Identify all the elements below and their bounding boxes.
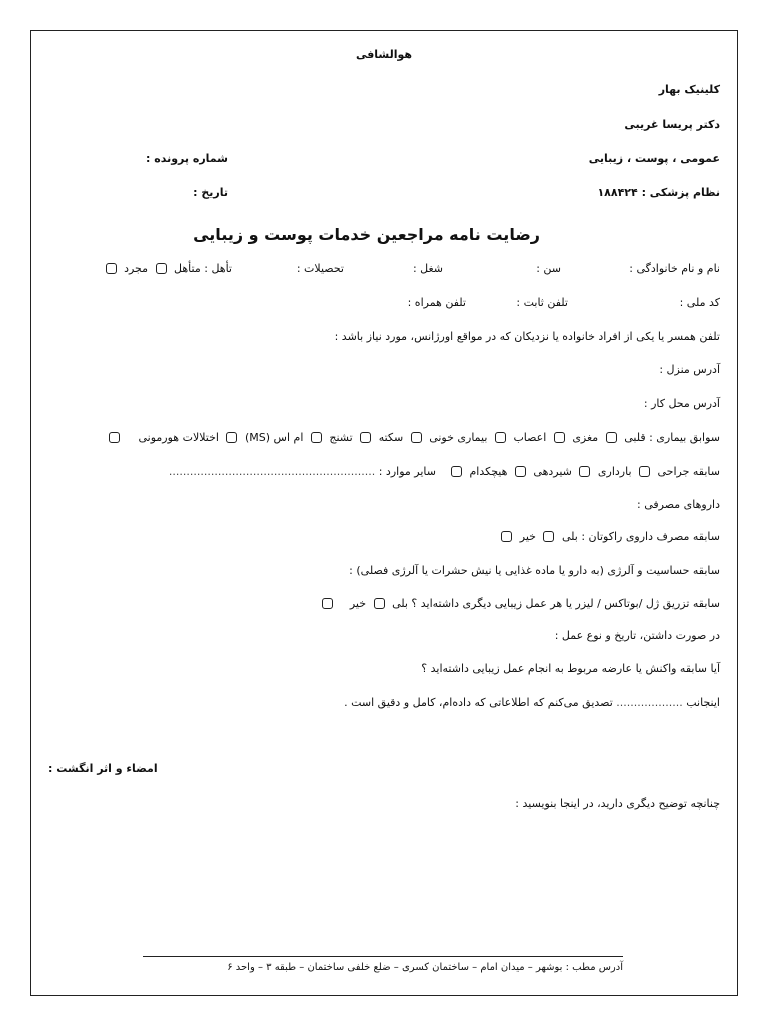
injection-label: سابقه تزریق ژل /بوتاکس / لیزر یا هر عمل زیبایی دیگری داشته‌اید ؟ بلی (392, 597, 720, 610)
injection-row (318, 597, 720, 611)
pregnancy-checkbox[interactable] (579, 466, 590, 477)
medical-history-label: سوابق بیماری : قلبی (624, 431, 720, 444)
mobile-label: تلفن همراه : (407, 296, 466, 309)
single-checkbox[interactable] (106, 263, 117, 274)
surgery-option-breastfeeding: شیردهی (533, 465, 572, 478)
file-number-label: شماره پرونده : (146, 152, 228, 165)
roaccutane-label: سابقه مصرف داروی راکوتان : بلی (561, 530, 720, 543)
medical-history-row (105, 431, 721, 445)
clinic-specialty: عمومی ، پوست ، زیبایی (588, 152, 720, 165)
brain-checkbox[interactable] (554, 432, 565, 443)
injection-no-checkbox[interactable] (322, 598, 333, 609)
history-option-ms: ام اس (MS) (244, 431, 304, 444)
national-id-label: کد ملی : (679, 296, 720, 309)
work-address-label: آدرس محل کار : (643, 397, 720, 410)
surgery-history-row (169, 465, 720, 479)
header-invocation: هوالشافی (355, 48, 413, 61)
surgery-label: سابقه جراحی (657, 465, 720, 478)
surgery-checkbox[interactable] (639, 466, 650, 477)
allergy-label: سابقه حساسیت و آلرژی (به دارو یا ماده غذایی یا نیش حشرات یا آلرژی فصلی) : (349, 564, 720, 577)
roaccutane-yes-checkbox[interactable] (543, 531, 554, 542)
reaction-label: آیا سابقه واکنش یا عارضه مربوط به انجام عمل زیبایی داشته‌اید ؟ (421, 662, 720, 675)
blood-disease-checkbox[interactable] (411, 432, 422, 443)
education-label: تحصیلات : (296, 262, 344, 275)
injection-no-label: خیر (349, 597, 367, 610)
other-label: سایر موارد : (378, 465, 436, 478)
breastfeeding-checkbox[interactable] (515, 466, 526, 477)
surgery-option-none: هیچکدام (469, 465, 508, 478)
confirm-name-dotted-line[interactable]: ................... (616, 696, 683, 709)
form-title: رضایت نامه مراجعین خدمات پوست و زیبایی (193, 225, 540, 244)
notes-label: چنانچه توضیح دیگری دارید، در اینجا بنویسید : (515, 797, 720, 810)
stroke-checkbox[interactable] (360, 432, 371, 443)
surgery-option-pregnancy: بارداری (597, 465, 632, 478)
job-label: شغل : (412, 262, 443, 275)
hormonal-checkbox[interactable] (109, 432, 120, 443)
history-option-nerves: اعصاب (513, 431, 547, 444)
confirm-suffix: تصدیق می‌کنم که اطلاعاتی که داده‌ام، کامل و دقیق است . (344, 696, 613, 709)
heart-checkbox[interactable] (606, 432, 617, 443)
history-option-blood: بیماری خونی (429, 431, 488, 444)
landline-label: تلفن ثابت : (516, 296, 568, 309)
page-border (30, 30, 738, 996)
married-label: تأهل : متأهل (174, 262, 232, 275)
nerves-checkbox[interactable] (495, 432, 506, 443)
single-label: مجرد (124, 262, 149, 275)
home-address-label: آدرس منزل : (659, 363, 720, 376)
date-label: تاریخ : (193, 186, 228, 199)
medical-license: نظام پزشکی : ۱۸۸۴۲۴ (597, 186, 720, 199)
footer-address: آدرس مطب : بوشهر – میدان امام – ساختمان کسری – ضلع خلفی ساختمان – طبقه ۳ – واحد ۶ (227, 962, 623, 973)
marital-status-group (102, 262, 232, 276)
married-checkbox[interactable] (156, 263, 167, 274)
clinic-name: کلینیک بهار (658, 83, 720, 96)
seizure-checkbox[interactable] (311, 432, 322, 443)
history-option-stroke: سکته (378, 431, 404, 444)
confirmation-row (344, 696, 720, 710)
ms-checkbox[interactable] (226, 432, 237, 443)
history-option-brain: مغزی (572, 431, 599, 444)
roaccutane-row (497, 530, 720, 544)
roaccutane-no-checkbox[interactable] (501, 531, 512, 542)
confirm-prefix: اینجانب (686, 696, 720, 709)
if-yes-label: در صورت داشتن، تاریخ و نوع عمل : (554, 629, 720, 642)
signature-label: امضاء و اثر انگشت : (48, 762, 158, 775)
doctor-name: دکتر پریسا غریبی (624, 118, 720, 131)
name-label: نام و نام خانوادگی : (629, 262, 720, 275)
footer-divider (143, 956, 623, 957)
none-checkbox[interactable] (451, 466, 462, 477)
history-option-hormonal: اختلالات هورمونی (138, 431, 219, 444)
age-label: سن : (536, 262, 561, 275)
injection-yes-checkbox[interactable] (374, 598, 385, 609)
other-dotted-line[interactable]: ........................................................... (168, 465, 376, 478)
roaccutane-no-label: خیر (519, 530, 536, 543)
emergency-phone-label: تلفن همسر یا یکی از افراد خانواده یا نزدیکان که در مواقع اورژانس، مورد نیاز باشد : (334, 330, 720, 343)
drugs-label: داروهای مصرفی : (637, 498, 720, 511)
history-option-seizure: تشنج (329, 431, 353, 444)
